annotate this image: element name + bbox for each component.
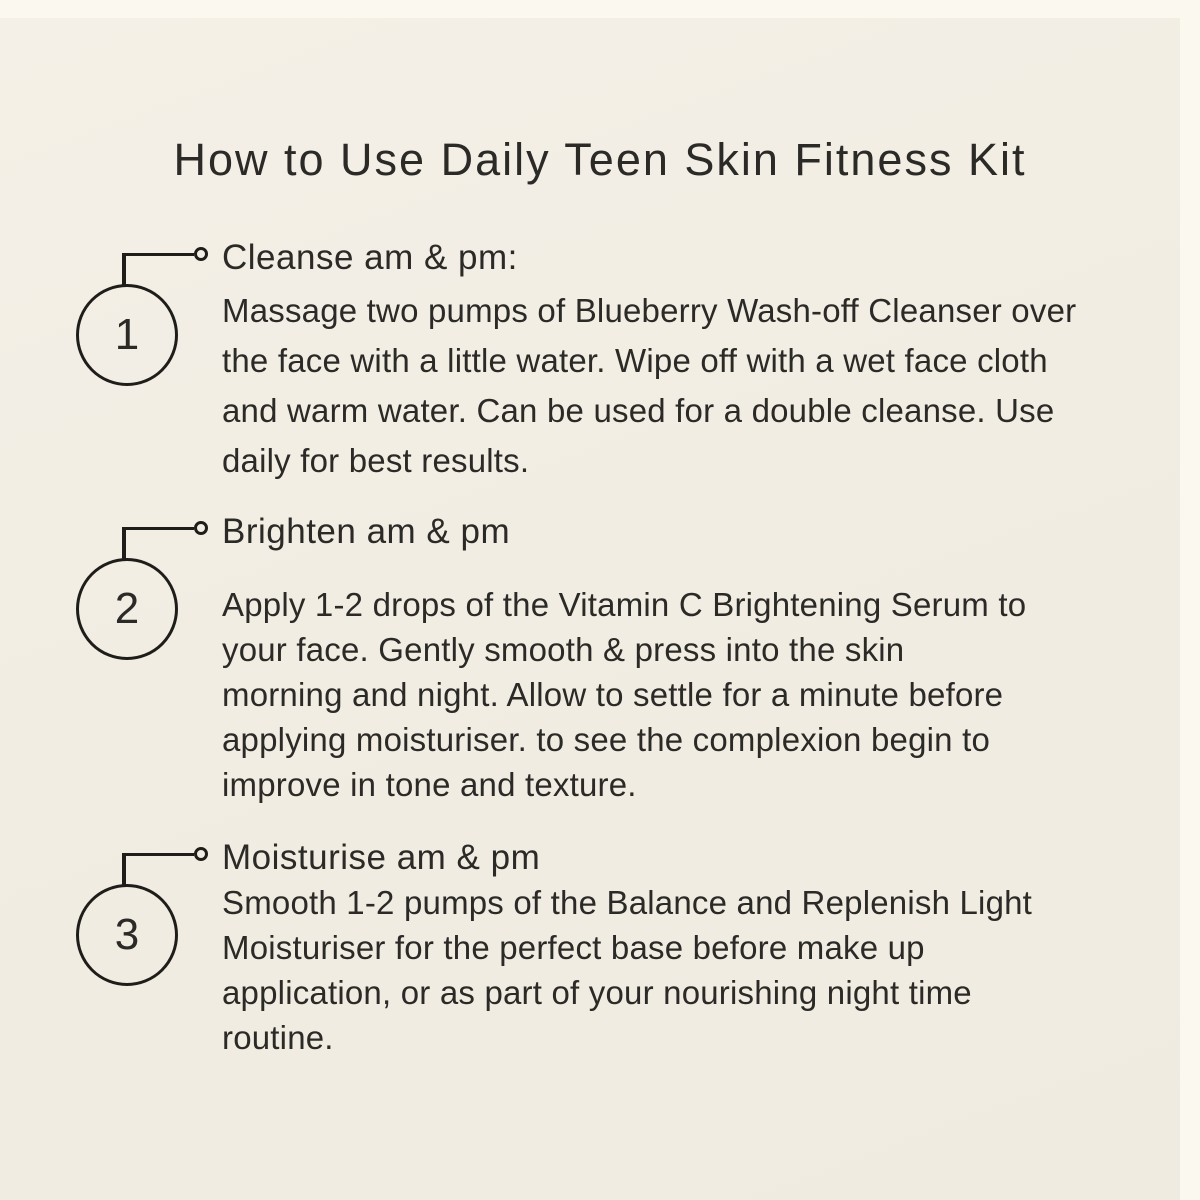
body-line: routine. xyxy=(222,1019,334,1056)
body-line: your face. Gently smooth & press into the skin xyxy=(222,631,905,668)
step-cleanse xyxy=(0,238,1160,486)
connector-horizontal-line xyxy=(124,527,194,531)
connector-horizontal-line xyxy=(124,253,194,257)
step-2-text xyxy=(222,512,1122,807)
step-3-connector xyxy=(0,838,220,998)
step-3-text xyxy=(222,838,1122,1060)
step-body xyxy=(222,880,1122,1060)
body-line: Apply 1-2 drops of the Vitamin C Brightening Serum to xyxy=(222,586,1027,623)
body-line: morning and night. Allow to settle for a minute before xyxy=(222,676,1004,713)
step-body xyxy=(222,582,1122,807)
page-title: How to Use Daily Teen Skin Fitness Kit xyxy=(173,134,1027,186)
step-number: 2 xyxy=(114,584,140,633)
body-line: Moisturiser for the perfect base before make up xyxy=(222,929,925,966)
step-number-circle xyxy=(76,284,178,386)
body-line: improve in tone and texture. xyxy=(222,766,637,803)
step-heading: Brighten am & pm xyxy=(222,512,511,551)
step-heading: Cleanse am & pm: xyxy=(222,238,518,277)
step-number-circle xyxy=(76,558,178,660)
bullet-ring-icon xyxy=(194,521,208,535)
bullet-ring-icon xyxy=(194,847,208,861)
body-line: application, or as part of your nourishing night time xyxy=(222,974,972,1011)
connector-vertical-line xyxy=(122,853,126,887)
body-line: Massage two pumps of Blueberry Wash-off Cleanser over xyxy=(222,292,1077,329)
step-2-connector xyxy=(0,512,220,672)
step-heading: Moisturise am & pm xyxy=(222,838,541,877)
step-brighten xyxy=(0,512,1160,807)
step-number: 3 xyxy=(114,910,140,959)
step-number-circle xyxy=(76,884,178,986)
step-body xyxy=(222,286,1122,486)
body-line: daily for best results. xyxy=(222,442,530,479)
bullet-ring-icon xyxy=(194,247,208,261)
body-line: applying moisturiser. to see the complexion begin to xyxy=(222,721,990,758)
step-number: 1 xyxy=(114,310,140,359)
step-1-connector xyxy=(0,238,220,398)
body-line: Smooth 1-2 pumps of the Balance and Replenish Light xyxy=(222,884,1033,921)
step-1-text xyxy=(222,238,1122,486)
connector-vertical-line xyxy=(122,527,126,561)
connector-horizontal-line xyxy=(124,853,194,857)
step-moisturise xyxy=(0,838,1160,1060)
body-line: the face with a little water. Wipe off with a wet face cloth xyxy=(222,342,1048,379)
connector-vertical-line xyxy=(122,253,126,287)
body-line: and warm water. Can be used for a double cleanse. Use xyxy=(222,392,1055,429)
